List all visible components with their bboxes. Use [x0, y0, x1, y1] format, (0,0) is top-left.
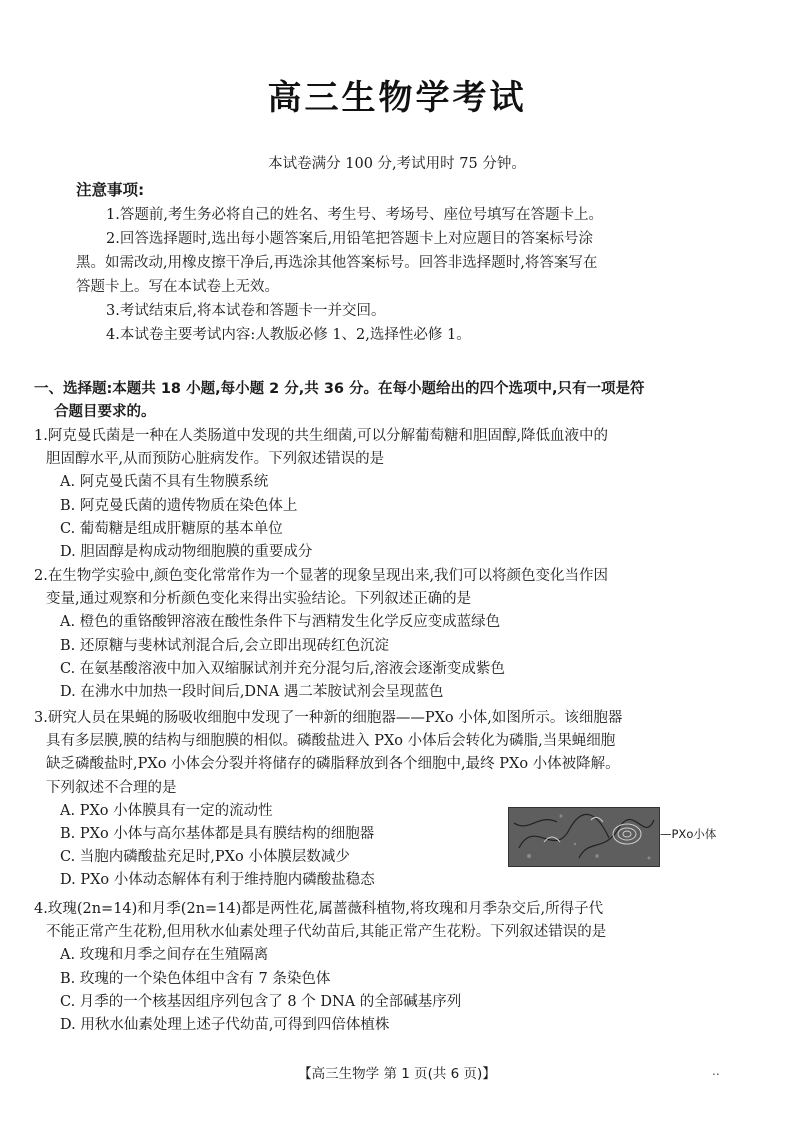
micrograph-texture — [509, 808, 659, 866]
notice-item-1: 1.答题前,考生务必将自己的姓名、考生号、考场号、座位号填写在答题卡上。 — [106, 207, 603, 223]
question-1-option-c: C. 葡萄糖是组成肝糖原的基本单位 — [60, 520, 283, 537]
question-3-option-d: D. PXo 小体动态解体有利于维持胞内磷酸盐稳态 — [60, 872, 375, 889]
notice-item-2-cont: 黑。如需改动,用橡皮擦干净后,再选涂其他答案标号。回答非选择题时,将答案写在 — [76, 255, 598, 271]
exam-title: 高三生物学考试 — [267, 78, 527, 118]
question-1-stem-1: 1.阿克曼氏菌是一种在人类肠道中发现的共生细菌,可以分解葡萄糖和胆固醇,降低血液中的 — [34, 428, 609, 444]
question-1-stem-2: 胆固醇水平,从而预防心脏病发作。下列叙述错误的是 — [46, 451, 385, 468]
question-3-option-b: B. PXo 小体与高尔基体都是具有膜结构的细胞器 — [60, 826, 375, 843]
question-1-option-b: B. 阿克曼氏菌的遗传物质在染色体上 — [60, 497, 298, 514]
pxo-body-label — [660, 826, 716, 842]
question-2-option-b: B. 还原糖与斐林试剂混合后,会立即出现砖红色沉淀 — [60, 637, 389, 654]
section-heading-line1: 一、选择题:本题共 18 小题,每小题 2 分,共 36 分。在每小题给出的四个选项中,只有一项是符 — [34, 381, 645, 397]
section-heading-line2: 合题目要求的。 — [54, 404, 156, 420]
question-1-option-d: D. 胆固醇是构成动物细胞膜的重要成分 — [60, 544, 313, 561]
question-2-option-c: C. 在氨基酸溶液中加入双缩脲试剂并充分混匀后,溶液会逐渐变成紫色 — [60, 660, 505, 677]
question-4-option-d: D. 用秋水仙素处理上述子代幼苗,可得到四倍体植株 — [60, 1017, 390, 1034]
notice-item-3: 3.考试结束后,将本试卷和答题卡一并交回。 — [106, 303, 386, 319]
corner-mark: .. — [712, 1064, 720, 1078]
question-3-stem-4: 下列叙述不合理的是 — [46, 779, 177, 796]
question-3-option-a: A. PXo 小体膜具有一定的流动性 — [60, 802, 273, 819]
question-3-stem-3: 缺乏磷酸盐时,PXo 小体会分裂并将储存的磷脂释放到各个细胞中,最终 PXo 小体被降解。 — [46, 756, 620, 773]
notice-heading: 注意事项: — [76, 181, 145, 199]
question-2-option-a: A. 橙色的重铬酸钾溶液在酸性条件下与酒精发生化学反应变成蓝绿色 — [60, 614, 501, 631]
notice-item-2: 2.回答选择题时,选出每小题答案后,用铅笔把答题卡上对应题目的答案标号涂 — [106, 231, 594, 247]
pxo-label-pointer: — — [660, 827, 672, 841]
question-2-stem-1: 2.在生物学实验中,颜色变化常常作为一个显著的现象呈现出来,我们可以将颜色变化当作因 — [34, 568, 609, 584]
question-4-option-c: C. 月季的一个核基因组序列包含了 8 个 DNA 的全部碱基序列 — [60, 993, 462, 1010]
question-1-option-a: A. 阿克曼氏菌不具有生物膜系统 — [60, 474, 269, 491]
pxo-micrograph-image — [508, 807, 660, 867]
exam-subtitle: 本试卷满分 100 分,考试用时 75 分钟。 — [268, 156, 526, 172]
question-2 — [34, 565, 744, 704]
notice-item-4: 4.本试卷主要考试内容:人教版必修 1、2,选择性必修 1。 — [106, 327, 471, 343]
question-4-option-b: B. 玫瑰的一个染色体组中含有 7 条染色体 — [60, 970, 331, 987]
question-4-stem-2: 不能正常产生花粉,但用秋水仙素处理子代幼苗后,其能正常产生花粉。下列叙述错误的是 — [46, 924, 607, 941]
question-4-stem-1: 4.玫瑰(2n=14)和月季(2n=14)都是两性花,属蔷薇科植物,将玫瑰和月季杂交后,所得子代 — [34, 901, 604, 917]
pxo-label-text: PXo小体 — [671, 827, 717, 841]
page-footer: 【高三生物学 第 1 页(共 6 页)】 — [298, 1066, 496, 1082]
question-4 — [34, 898, 744, 1037]
notice-list — [76, 203, 736, 347]
question-4-option-a: A. 玫瑰和月季之间存在生殖隔离 — [60, 947, 269, 964]
question-2-option-d: D. 在沸水中加热一段时间后,DNA 遇二苯胺试剂会呈现蓝色 — [60, 684, 444, 701]
question-1 — [34, 425, 744, 564]
question-2-stem-2: 变量,通过观察和分析颜色变化来得出实验结论。下列叙述正确的是 — [46, 591, 472, 608]
notice-item-2-cont2: 答题卡上。写在本试卷上无效。 — [76, 279, 279, 295]
question-3-stem-1: 3.研究人员在果蝇的肠吸收细胞中发现了一种新的细胞器——PXo 小体,如图所示。该细胞器 — [34, 710, 623, 726]
section-heading — [34, 378, 744, 424]
question-3-option-c: C. 当胞内磷酸盐充足时,PXo 小体膜层数减少 — [60, 849, 350, 866]
question-3-stem-2: 具有多层膜,膜的结构与细胞膜的相似。磷酸盐进入 PXo 小体后会转化为磷脂,当果蝇细胞 — [46, 733, 616, 750]
